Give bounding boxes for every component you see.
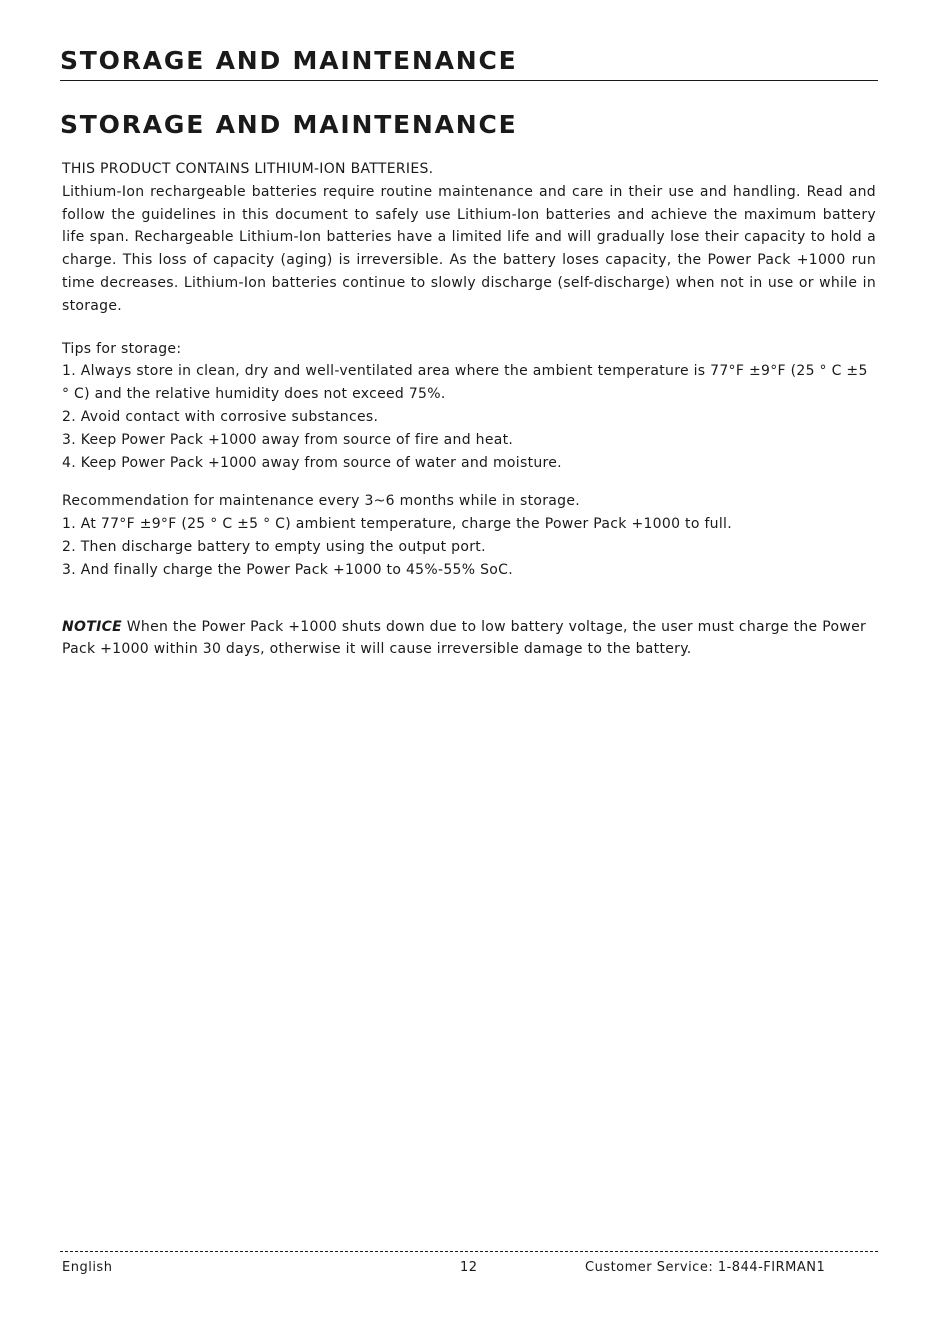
maintenance-item: 2. Then discharge battery to empty using the output port.	[62, 538, 486, 555]
document-body	[62, 158, 876, 661]
footer-language: English	[62, 1260, 113, 1275]
notice-label: NOTICE	[62, 618, 123, 635]
notice-paragraph	[62, 616, 876, 662]
footer-customer-service: Customer Service: 1-844-FIRMAN1	[585, 1260, 826, 1275]
storage-tip-item: 4. Keep Power Pack +1000 away from source of water and moisture.	[62, 454, 562, 471]
storage-tip-item: 1. Always store in clean, dry and well-ventilated area where the ambient temperature is 77°F ±9°F (25 ° C ±5 ° C) and the relative humidity does not exceed 75%.	[62, 363, 868, 403]
page-header-title: STORAGE AND MAINTENANCE	[60, 44, 878, 81]
maintenance-heading: Recommendation for maintenance every 3~6 months while in storage.	[62, 493, 581, 510]
notice-text: When the Power Pack +1000 shuts down due to low battery voltage, the user must charge the Power Pack +1000 within 30 days, otherwise it will cause irreversible damage to the battery.	[62, 618, 867, 658]
maintenance-item: 3. And finally charge the Power Pack +1000 to 45%-55% SoC.	[62, 561, 513, 578]
storage-tips-heading: Tips for storage:	[62, 340, 182, 357]
footer-divider	[60, 1251, 878, 1252]
section-title: STORAGE AND MAINTENANCE	[60, 110, 518, 139]
maintenance-item: 1. At 77°F ±9°F (25 ° C ±5 ° C) ambient temperature, charge the Power Pack +1000 to full.	[62, 516, 732, 533]
storage-tip-item: 3. Keep Power Pack +1000 away from source of fire and heat.	[62, 431, 514, 448]
battery-warning: THIS PRODUCT CONTAINS LITHIUM-ION BATTERIES.	[62, 161, 434, 177]
storage-tip-item: 2. Avoid contact with corrosive substances.	[62, 408, 379, 425]
footer-page-number: 12	[460, 1260, 478, 1275]
intro-paragraph: Lithium-Ion rechargeable batteries require routine maintenance and care in their use and handling. Read and follow the guidelines in this document to safely use Lithium-Ion batteries and achieve the maximum battery life span. Rechargeable Lithium-Ion batteries have a limited life and will gradually lose their capacity to hold a charge. This loss of capacity (aging) is irreversible. As the battery loses capacity, the Power Pack +1000 run time decreases. Lithium-Ion batteries continue to slowly discharge (self-discharge) when not in use or while in storage.	[62, 183, 876, 314]
